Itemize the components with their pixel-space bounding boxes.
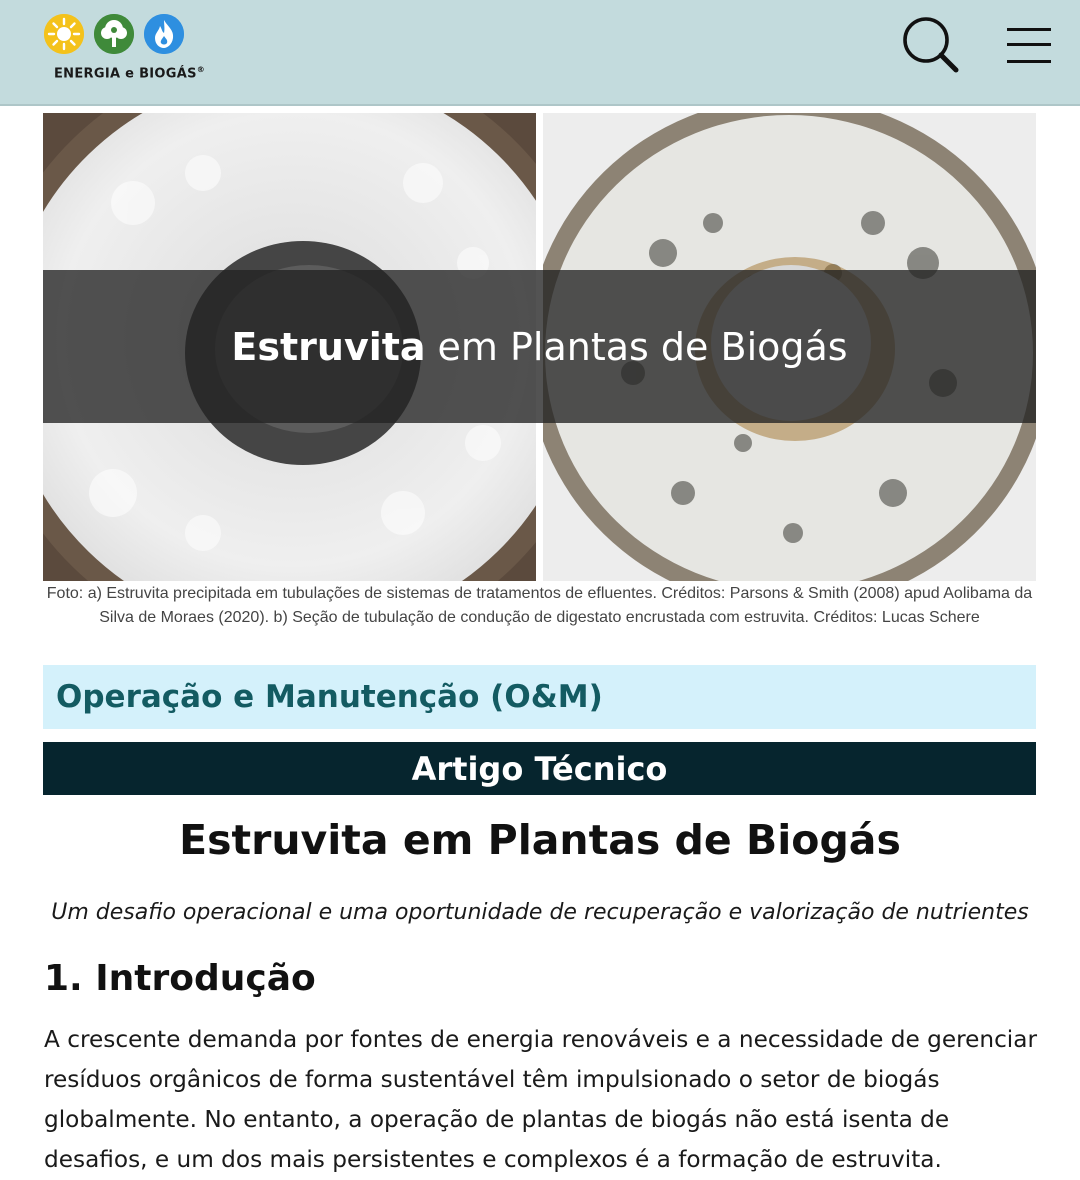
tree-icon	[94, 14, 134, 54]
logo-registered-mark: ®	[196, 65, 206, 74]
flame-icon	[144, 14, 184, 54]
hero-title-rest: em Plantas de Biogás	[437, 324, 848, 369]
article-title: Estruvita em Plantas de Biogás	[179, 816, 901, 864]
article-type-label: Artigo Técnico	[411, 749, 668, 788]
hamburger-menu-button[interactable]	[1004, 22, 1054, 68]
hero-title-bold: Estruvita	[231, 324, 426, 369]
article-type-banner	[43, 742, 1036, 795]
article-subtitle: Um desafio operacional e uma oportunidade de recuperação e valorização de nutrientes	[51, 900, 1029, 925]
logo-text	[54, 65, 205, 81]
sun-icon	[44, 14, 84, 54]
hero-title	[43, 270, 1036, 423]
section-heading: 1. Introdução	[44, 958, 316, 999]
hamburger-menu-icon	[1004, 22, 1054, 68]
site-logo[interactable]	[44, 14, 206, 88]
logo-icons	[44, 14, 194, 56]
article-paragraph: A crescente demanda por fontes de energia renováveis e a necessidade de gerenciar resíduos orgânicos de forma sustentável têm impulsionado o setor de biogás globalmente. No entanto, a operação de plantas de biogás não está isenta de desafios, e um dos mais persistentes e complexos é a formação de estruvita.	[44, 1026, 1037, 1173]
category-label: Operação e Manutenção (O&M)	[56, 679, 603, 715]
category-banner[interactable]	[43, 665, 1036, 729]
search-button[interactable]	[898, 12, 962, 76]
search-icon	[898, 12, 962, 76]
hero-caption: Foto: a) Estruvita precipitada em tubulações de sistemas de tratamentos de efluentes. Créditos: Parsons & Smith (2008) apud Aolibama da Silva de Moraes (2020). b) Seção de tubulação de condução de digestato encrustada com estruvita. Créditos: Lucas Schere	[46, 585, 1033, 626]
site-header	[0, 0, 1080, 106]
hero-image	[43, 113, 1036, 581]
logo-wordmark: ENERGIA e BIOGÁS	[54, 66, 197, 82]
